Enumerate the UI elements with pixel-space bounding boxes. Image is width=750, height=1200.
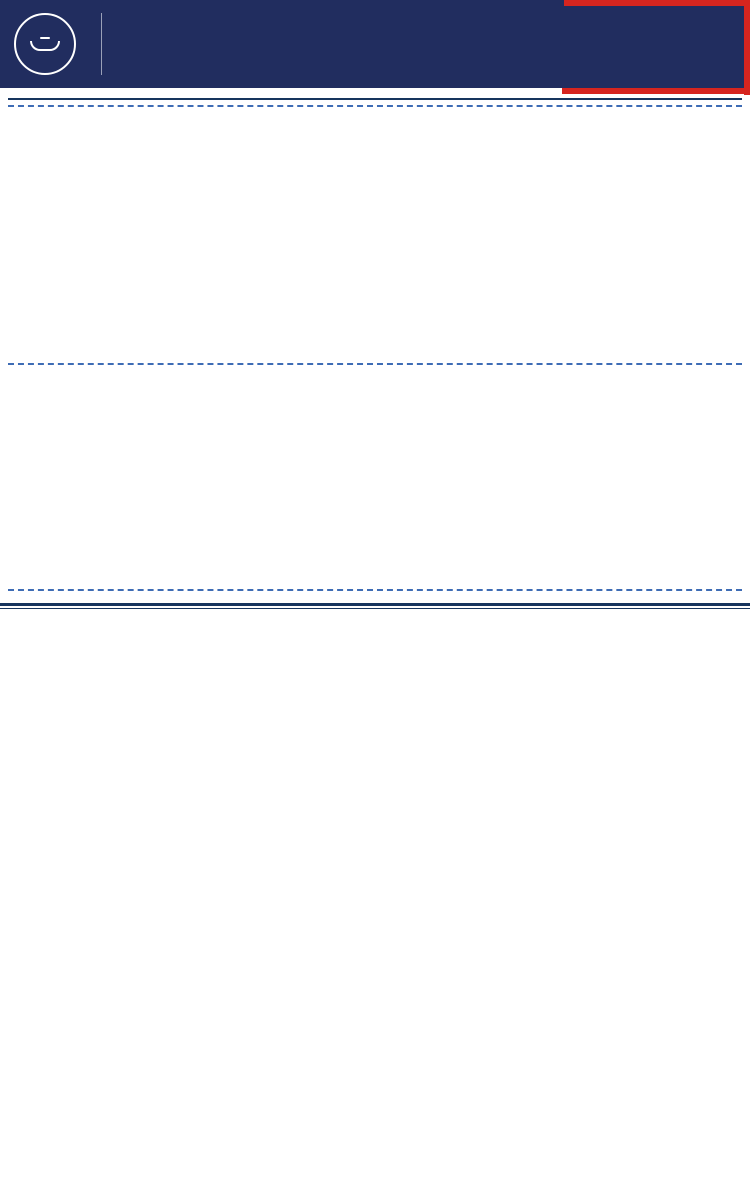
logo-letter (40, 37, 50, 39)
red-corner-strip-bottom (562, 88, 750, 94)
university-seal-icon (30, 37, 60, 51)
header-divider (101, 13, 102, 75)
methods-section (0, 111, 750, 359)
results-section (0, 369, 750, 585)
results-left-column (10, 369, 366, 585)
bottom-section (0, 595, 750, 598)
results-grid (10, 369, 740, 585)
accuracy-combo-chart (10, 379, 182, 585)
header (0, 0, 750, 88)
method-pipeline-diagram (280, 139, 740, 351)
methods-text-column (10, 111, 274, 359)
section-separator (8, 589, 742, 591)
ensemble-grouped-bar-chart (182, 379, 366, 585)
methods-figure-column (274, 111, 740, 359)
logo-fan-shape (30, 41, 60, 51)
university-logo (14, 13, 76, 75)
section-separator (8, 363, 742, 365)
charts-row (10, 379, 366, 585)
section-separator (8, 105, 742, 107)
footer-banner (0, 609, 750, 619)
title-rule (8, 98, 742, 100)
pipeline-stage-ruler (288, 111, 740, 137)
red-corner-strip-top (564, 0, 750, 6)
results-right-column (376, 369, 740, 585)
red-corner-strip-right (744, 0, 750, 95)
